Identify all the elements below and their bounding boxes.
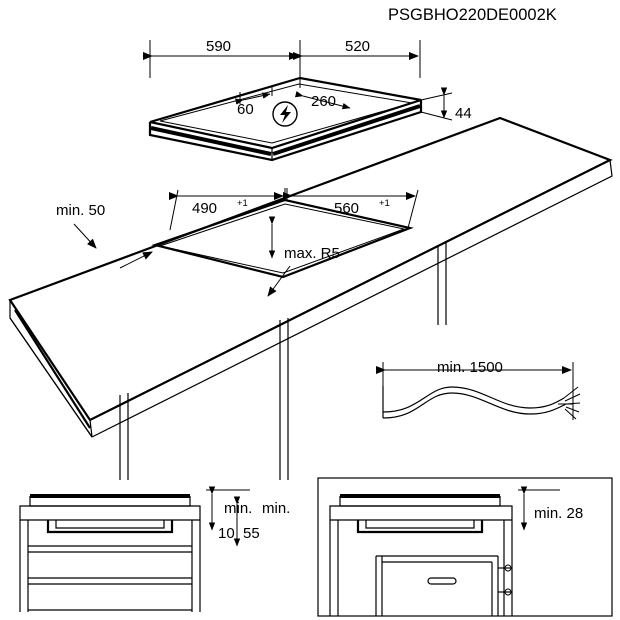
mains-cable-view [383,359,580,420]
label-min-b: min. [262,500,291,517]
dimension-560-tolerance: +1 [379,198,390,209]
hob-perspective-view [150,38,472,160]
label-min-a: min. [224,500,253,517]
section-with-oven-view [318,478,612,616]
drawing-title: PSGBHO220DE0002K [388,6,557,24]
dimension-min-55: 55 [243,525,260,542]
dimension-490-tolerance: +1 [237,198,248,209]
lightning-bolt-icon [273,102,297,126]
dimension-520: 520 [345,38,371,55]
dimension-60: 60 [237,101,254,118]
dimension-590: 590 [206,38,232,55]
label-max-r5: max. R5 [284,245,340,262]
dimension-260: 260 [311,93,337,110]
section-with-drawer-view [20,490,290,612]
dimension-min-28: min. 28 [534,505,584,522]
dimension-560: 560 [334,200,360,217]
dimension-min-1500: min. 1500 [437,359,503,376]
label-min-50: min. 50 [56,202,106,219]
dimension-490: 490 [192,200,218,217]
worktop-cutout-view [10,118,612,480]
dimension-44: 44 [455,105,472,122]
dimension-min-10: 10 [218,525,235,542]
